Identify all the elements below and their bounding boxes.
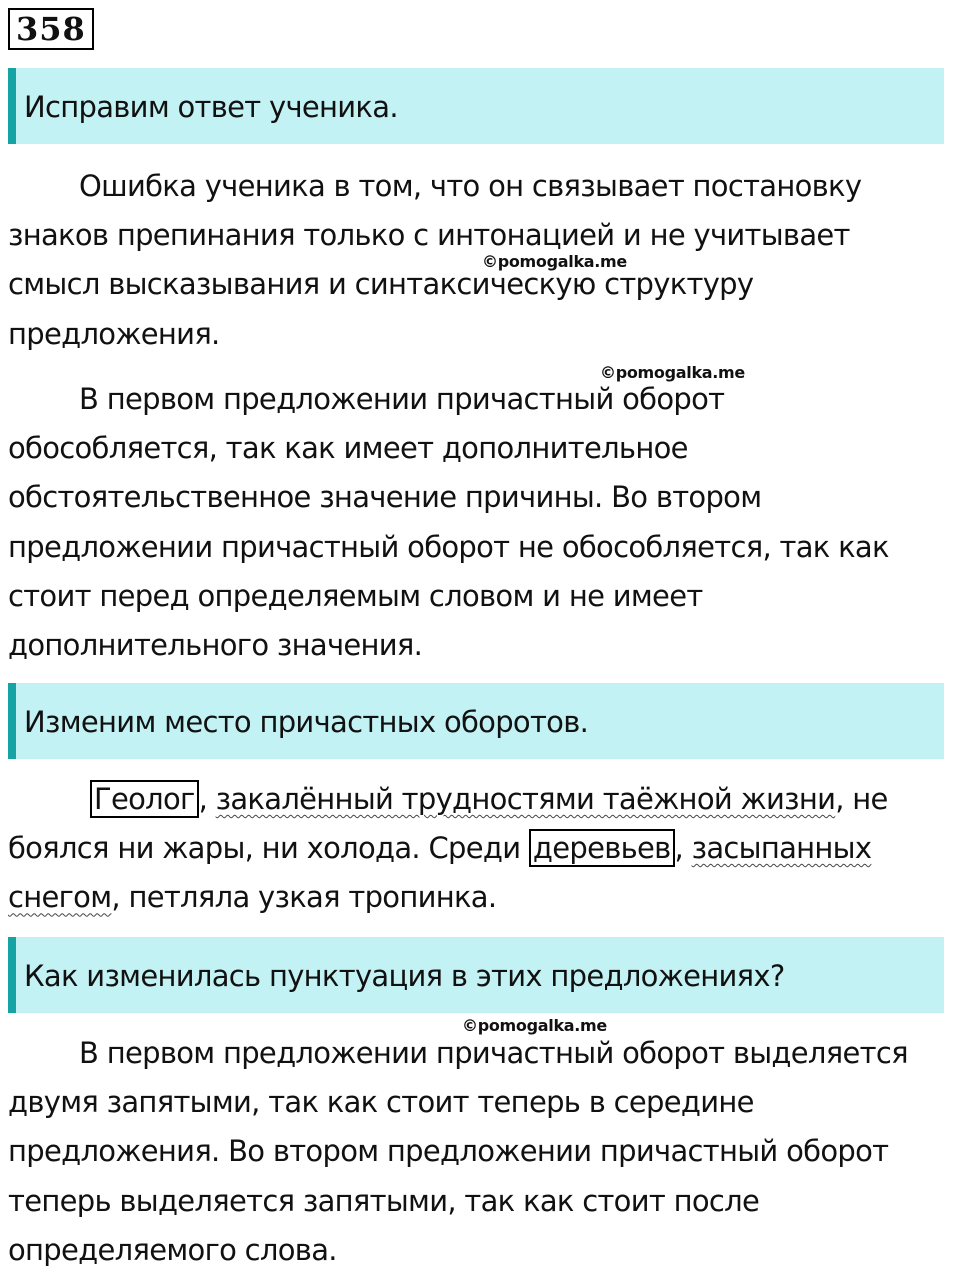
paragraph-example <box>8 775 958 923</box>
text-line: знаков препинания только с интонацией и не учитывает <box>8 218 850 253</box>
participial-phrase: засыпанных <box>691 831 872 866</box>
text-line: дополнительного значения. <box>8 627 423 662</box>
text-line: предложения. <box>8 316 220 351</box>
text-line: Геолог , закалённый трудностями таёжной жизни, не <box>8 775 958 824</box>
watermark: ©pomogalka.me <box>482 252 627 271</box>
defined-word: Геолог <box>90 780 199 818</box>
text-line: смысл высказывания и синтаксическую структуру <box>8 267 754 302</box>
text-line: В первом предложении причастный оборот выделяется <box>79 1036 908 1070</box>
participial-phrase: снегом <box>8 880 112 915</box>
paragraph-explanation <box>8 375 958 670</box>
text-line: стоит перед определяемым словом и не имеет <box>8 578 703 613</box>
text-line: теперь выделяется запятыми, так как стоит после <box>8 1183 760 1218</box>
text-line: двумя запятыми, так как стоит теперь в середине <box>8 1085 754 1120</box>
text-line: Ошибка ученика в том, что он связывает постановку <box>79 169 862 203</box>
text-line: предложении причастный оборот не обособляется, так как <box>8 529 889 564</box>
text-line: обособляется, так как имеет дополнительное <box>8 431 688 466</box>
participial-phrase: закалённый трудностями таёжной жизни <box>215 782 836 816</box>
watermark: ©pomogalka.me <box>600 363 745 382</box>
text-line: снегом, петляла узкая тропинка. <box>8 880 497 915</box>
text-line: обстоятельственное значение причины. Во втором <box>8 480 762 515</box>
section-heading-change-place: Изменим место причастных оборотов. <box>8 683 944 759</box>
text-line: В первом предложении причастный оборот <box>79 382 725 416</box>
section-heading-punctuation-question: Как изменилась пунктуация в этих предложениях? <box>8 937 944 1013</box>
defined-word: деревьев <box>529 829 675 867</box>
section-heading-correct-answer: Исправим ответ ученика. <box>8 68 944 144</box>
exercise-number: 358 <box>8 8 94 50</box>
paragraph-answer <box>8 1029 958 1275</box>
text-line: предложения. Во втором предложении причастный оборот <box>8 1134 889 1169</box>
text-line: боялся ни жары, ни холода. Среди деревьев , засыпанных <box>8 831 872 866</box>
text-line: определяемого слова. <box>8 1232 337 1267</box>
watermark: ©pomogalka.me <box>462 1016 607 1035</box>
